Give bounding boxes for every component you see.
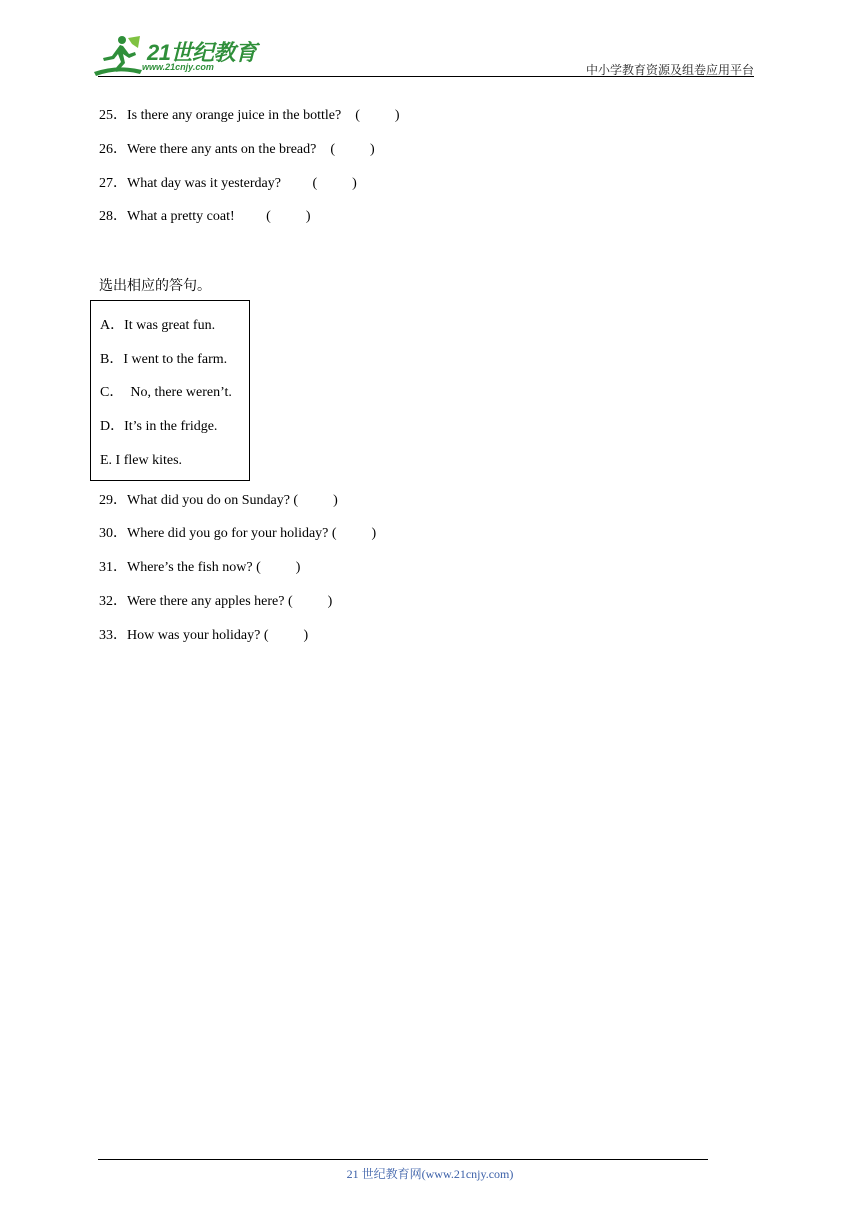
option-e: E. I flew kites. (100, 453, 183, 468)
answer-options-box (90, 300, 250, 481)
section-instruction: 选出相应的答句。 (99, 278, 211, 294)
header-platform-name: 中小学教育资源及组卷应用平台 (585, 63, 754, 77)
question-30: 30．Where did you go for your holiday? ( ) (99, 526, 377, 541)
question-32: 32．Were there any apples here? ( ) (99, 594, 333, 609)
question-26: 26．Were there any ants on the bread? ( ) (99, 142, 375, 157)
question-27: 27．What day was it yesterday? ( ) (99, 176, 357, 191)
option-a: A．It was great fun. (100, 318, 216, 333)
question-29: 29．What did you do on Sunday? ( ) (99, 493, 338, 508)
option-b: B．I went to the farm. (100, 352, 228, 367)
footer-text: 21 世纪教育网(www.21cnjy.com) (346, 1167, 514, 1181)
question-33: 33．How was your holiday? ( ) (99, 628, 309, 643)
runner-logo-icon (92, 34, 144, 78)
header-divider (98, 76, 754, 77)
footer-divider (98, 1159, 708, 1160)
site-logo (92, 34, 262, 78)
question-25: 25．Is there any orange juice in the bottle? ( ) (99, 108, 400, 123)
question-28: 28．What a pretty coat! ( ) (99, 209, 311, 224)
question-31: 31．Where’s the fish now? ( ) (99, 560, 301, 575)
logo-text: 21世纪教育 (147, 40, 257, 65)
option-c: C． No, there weren’t. (100, 385, 232, 400)
option-d: D．It’s in the fridge. (100, 419, 218, 434)
logo-url: www.21cnjy.com (142, 62, 214, 72)
